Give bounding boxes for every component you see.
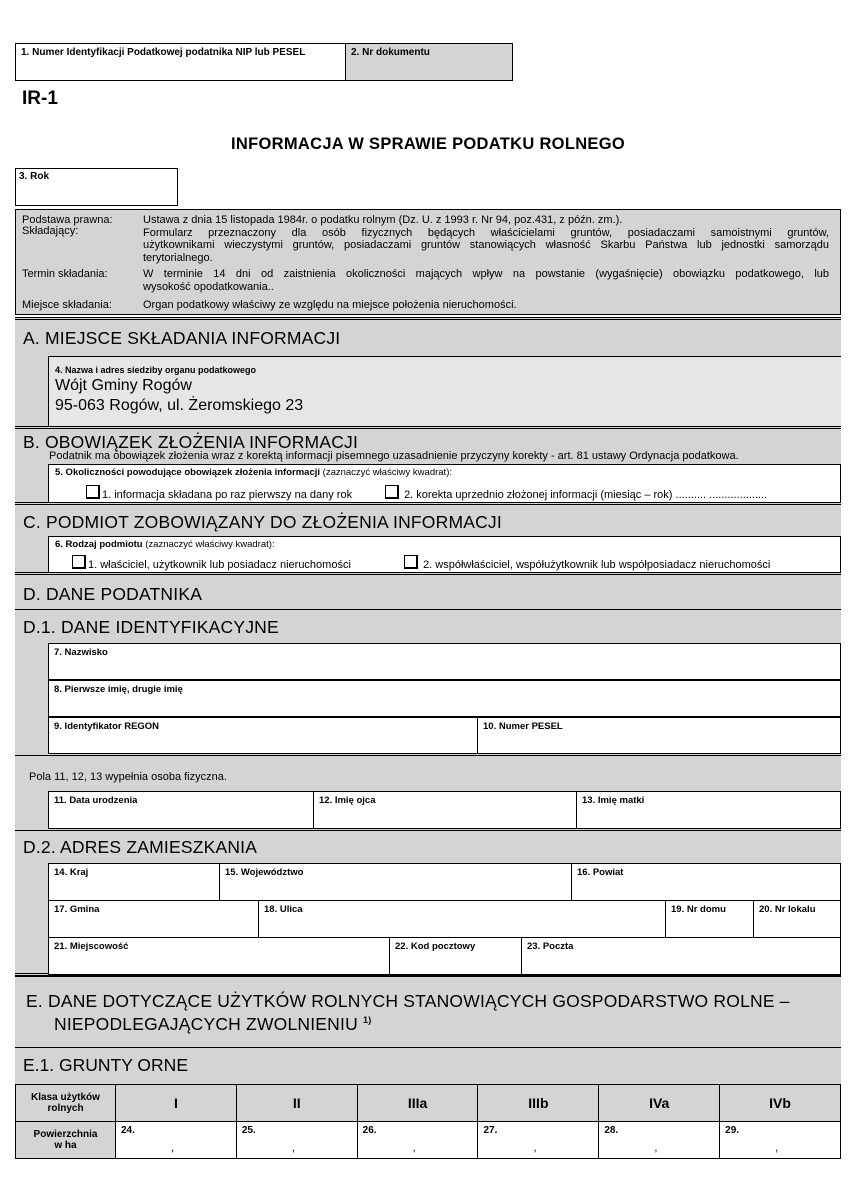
- house-number-label: 19. Nr domu: [671, 904, 726, 915]
- postal-code-field[interactable]: [389, 937, 522, 975]
- option-co-owner-label: 2. współwłaściciel, współużytkownik lub współposiadacz nieruchomości: [423, 559, 771, 571]
- decimal-separator: ,: [654, 1142, 658, 1154]
- decimal-separator: ,: [533, 1142, 537, 1154]
- pesel-field[interactable]: [477, 717, 841, 754]
- section-c: [15, 502, 841, 572]
- obligation-label: 5. Okoliczności powodujące obowiązek złożenia informacji: [55, 467, 321, 478]
- apartment-number-field[interactable]: [753, 900, 841, 938]
- section-e-title-line2-wrap: [54, 1014, 371, 1035]
- section-d1-title: D.1. DANE IDENTYFIKACYJNE: [23, 617, 279, 637]
- place-label: Miejsce składania:: [22, 299, 112, 311]
- field-number: 24.: [121, 1125, 135, 1136]
- field-number: 27.: [483, 1125, 498, 1136]
- info-box: [15, 209, 841, 315]
- street-field[interactable]: [258, 900, 666, 938]
- class-row-label-a: Klasa użytków: [31, 1092, 100, 1103]
- regon-label: 9. Identyfikator REGON: [54, 721, 160, 732]
- option-correction[interactable]: [385, 485, 767, 501]
- divider: [15, 1047, 841, 1048]
- field-number: 29.: [725, 1125, 740, 1136]
- post-office-field[interactable]: [521, 937, 841, 975]
- section-e-title-line1: E. DANE DOTYCZĄCE UŻYTKÓW ROLNYCH STANOWIĄCYCH GOSPODARSTWO ROLNE –: [26, 991, 790, 1011]
- area-field-28[interactable]: [599, 1122, 720, 1159]
- divider: [15, 755, 841, 756]
- commune-label: 17. Gmina: [54, 904, 100, 915]
- voivodeship-field[interactable]: [219, 863, 572, 901]
- class-header-i: I: [116, 1085, 237, 1122]
- decimal-separator: ,: [291, 1142, 295, 1154]
- document-number-label: 2. Nr dokumentu: [351, 47, 430, 58]
- apartment-number-label: 20. Nr lokalu: [759, 904, 816, 915]
- obligation-hint: (zaznaczyć właściwy kwadrat):: [322, 467, 452, 478]
- tax-office-address: 95-063 Rogów, ul. Żeromskiego 23: [55, 397, 304, 414]
- divider: [15, 609, 841, 610]
- decimal-separator: ,: [171, 1142, 175, 1154]
- option-owner-label: 1. właściciel, użytkownik lub posiadacz nieruchomości: [88, 559, 351, 571]
- country-label: 14. Kraj: [54, 867, 89, 878]
- option-correction-label: 2. korekta uprzednio złożonej informacji (miesiąc – rok) .......... ...................: [404, 489, 768, 501]
- class-header-ivb: IVb: [720, 1085, 841, 1122]
- deadline-line2: wysokość opodatkowania..: [143, 281, 274, 293]
- year-field[interactable]: [15, 168, 178, 206]
- area-field-29[interactable]: [720, 1122, 841, 1159]
- form-title: INFORMACJA W SPRAWIE PODATKU ROLNEGO: [231, 135, 625, 153]
- field-number: 28.: [604, 1125, 619, 1136]
- surname-label: 7. Nazwisko: [54, 647, 108, 658]
- class-row: [16, 1085, 841, 1122]
- document-number-field: [345, 43, 513, 81]
- father-name-label: 12. Imię ojca: [319, 795, 376, 806]
- section-b: [15, 426, 841, 502]
- divider: [15, 830, 841, 831]
- mother-name-field[interactable]: [576, 791, 841, 829]
- place-text: Organ podatkowy właściwy ze względu na miejsce położenia nieruchomości.: [143, 299, 517, 311]
- legal-basis-text: Ustawa z dnia 15 listopada 1984r. o podatku rolnym (Dz. U. z 1993 r. Nr 94, poz.431, z późn. zm.).: [143, 214, 623, 226]
- arable-land-table: [15, 1084, 841, 1159]
- deadline-label: Termin składania:: [22, 268, 108, 280]
- class-row-label-b: rolnych: [47, 1103, 84, 1114]
- section-d2-title: D.2. ADRES ZAMIESZKANIA: [23, 837, 258, 857]
- section-a: [15, 317, 841, 426]
- section-b-note: Podatnik ma obowiązek złożenia wraz z korektą informacji pisemnego uzasadnienie przyczyny korekty - art. 81 ustawy Ordynacja podatkowa.: [49, 450, 739, 462]
- subject-type-label: 6. Rodzaj podmiotu: [55, 539, 143, 550]
- submitter-line3: terytorialnego.: [143, 252, 213, 264]
- area-field-27[interactable]: [478, 1122, 599, 1159]
- checkbox-owner[interactable]: [72, 555, 86, 569]
- city-field[interactable]: [48, 937, 390, 975]
- class-row-label: [16, 1085, 116, 1122]
- tax-office-name: Wójt Gminy Rogów: [55, 377, 192, 394]
- city-label: 21. Miejscowość: [54, 941, 129, 952]
- submitter-line1: Formularz przeznaczony dla osób fizycznych będących właścicielami gruntów, posiadaczami samoistnymi gruntów,: [143, 227, 829, 239]
- subject-type-hint: (zaznaczyć właściwy kwadrat):: [145, 539, 275, 550]
- submitter-label: Składający:: [22, 225, 79, 237]
- obligation-field: [48, 464, 841, 503]
- nip-pesel-field[interactable]: [15, 43, 346, 81]
- area-row-label: [16, 1122, 116, 1159]
- section-d: [15, 572, 841, 976]
- legal-basis-label: Podstawa prawna:: [22, 214, 113, 226]
- submitter-line2: użytkownikami wieczystymi gruntów, posiadaczami gruntów stanowiących własność Skarbu Państwa lub jednostki samorządu: [143, 239, 829, 251]
- county-field[interactable]: [571, 863, 841, 901]
- obligation-label-row: [55, 467, 452, 478]
- section-a-title: A. MIEJSCE SKŁADANIA INFORMACJI: [23, 328, 341, 348]
- checkbox-correction[interactable]: [385, 485, 399, 499]
- postal-code-label: 22. Kod pocztowy: [395, 941, 476, 952]
- regon-field[interactable]: [48, 717, 478, 754]
- footnote-mark: 1): [362, 1015, 372, 1026]
- first-names-label: 8. Pierwsze imię, drugie imię: [54, 684, 183, 695]
- class-header-ii: II: [236, 1085, 357, 1122]
- voivodeship-label: 15. Województwo: [225, 867, 304, 878]
- option-first-submission-label: 1. informacja składana po raz pierwszy na dany rok: [102, 489, 353, 501]
- option-owner[interactable]: [72, 555, 351, 571]
- section-d-title: D. DANE PODATNIKA: [23, 584, 203, 604]
- decimal-separator: ,: [775, 1142, 779, 1154]
- first-names-field[interactable]: [48, 680, 841, 717]
- field-number: 25.: [241, 1125, 256, 1136]
- section-b-title: B. OBOWIĄZEK ZŁOŻENIA INFORMACJI: [23, 432, 359, 452]
- area-field-25[interactable]: [236, 1122, 357, 1159]
- area-field-26[interactable]: [357, 1122, 478, 1159]
- father-name-field[interactable]: [313, 791, 577, 829]
- commune-field[interactable]: [48, 900, 259, 938]
- surname-field[interactable]: [48, 643, 841, 680]
- area-row: [16, 1122, 841, 1159]
- section-e: [15, 976, 841, 1084]
- area-row-label-a: Powierzchnia: [33, 1129, 98, 1140]
- form-code: IR-1: [22, 88, 58, 109]
- checkbox-co-owner[interactable]: [404, 555, 418, 569]
- birth-date-label: 11. Data urodzenia: [54, 795, 138, 806]
- checkbox-first-submission[interactable]: [86, 485, 100, 499]
- area-field-24[interactable]: [116, 1122, 237, 1159]
- area-row-label-b: w ha: [54, 1140, 77, 1151]
- section-c-title: C. PODMIOT ZOBOWIĄZANY DO ZŁOŻENIA INFORMACJI: [23, 512, 502, 532]
- subject-type-label-row: [55, 539, 275, 550]
- section-e1-title: E.1. GRUNTY ORNE: [23, 1055, 188, 1075]
- house-number-field[interactable]: [665, 900, 754, 938]
- country-field[interactable]: [48, 863, 220, 901]
- year-label: 3. Rok: [19, 171, 50, 182]
- post-office-label: 23. Poczta: [527, 941, 574, 952]
- class-header-iiib: IIIb: [478, 1085, 599, 1122]
- mother-name-label: 13. Imię matki: [582, 795, 645, 806]
- option-co-owner[interactable]: [404, 555, 770, 571]
- pesel-label: 10. Numer PESEL: [483, 721, 563, 732]
- street-label: 18. Ulica: [264, 904, 303, 915]
- field-number: 26.: [362, 1125, 377, 1136]
- decimal-separator: ,: [412, 1142, 416, 1154]
- deadline-line1: W terminie 14 dni od zaistnienia okoliczności mających wpływ na powstanie (wygaśnięcie) obowiązku podatkowego, lub: [143, 268, 829, 280]
- section-e-title-line2: NIEPODLEGAJĄCYCH ZWOLNIENIU: [54, 1014, 358, 1034]
- physical-person-note: Pola 11, 12, 13 wypełnia osoba fizyczna.: [29, 771, 227, 783]
- nip-pesel-label: 1. Numer Identyfikacji Podatkowej podatnika NIP lub PESEL: [21, 47, 306, 58]
- subject-type-field: [48, 536, 841, 573]
- tax-office-field: [48, 356, 841, 426]
- birth-date-field[interactable]: [48, 791, 314, 829]
- class-header-iiia: IIIa: [357, 1085, 478, 1122]
- tax-office-label: 4. Nazwa i adres siedziby organu podatkowego: [55, 365, 257, 375]
- county-label: 16. Powiat: [577, 867, 624, 878]
- class-header-iva: IVa: [599, 1085, 720, 1122]
- option-first-submission[interactable]: [86, 485, 352, 501]
